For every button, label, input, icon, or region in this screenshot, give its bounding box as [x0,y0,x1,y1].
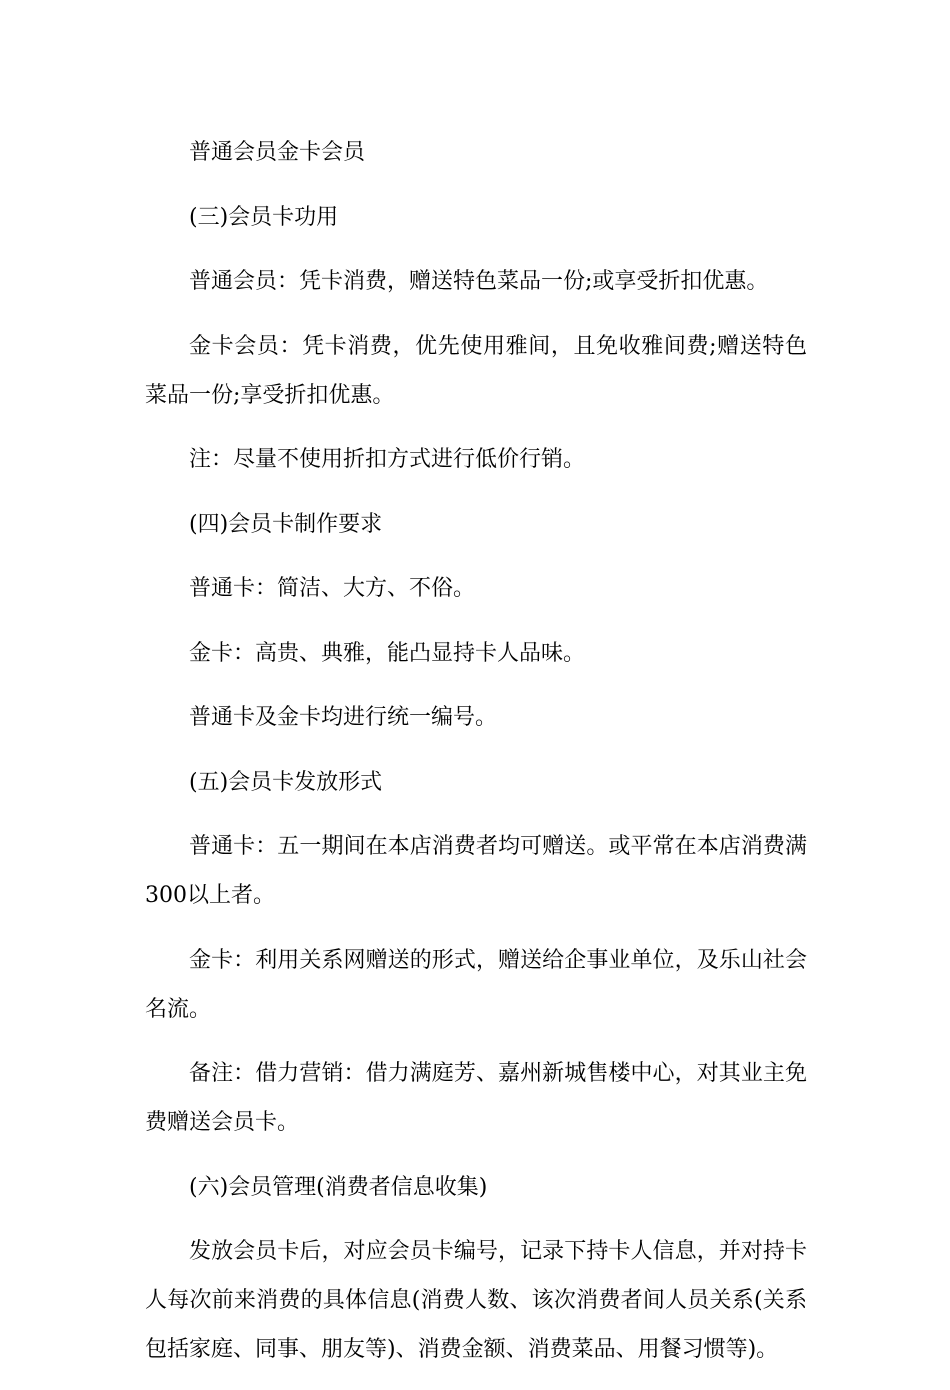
paragraph-5: 注：尽量不使用折扣方式进行低价行销。 [189,447,586,472]
paragraph-13: 备注：借力营销：借力满庭芳、嘉州新城售楼中心，对其业主免费赠送会员卡。 [145,1061,807,1135]
paragraph-4: 金卡会员：凭卡消费，优先使用雅间，且免收雅间费;赠送特色菜品一份;享受折扣优惠。 [145,333,807,408]
section-heading-4: (四)会员卡制作要求 [189,511,383,537]
section-heading-3: (三)会员卡功用 [189,204,339,230]
paragraph-7: 普通卡：简洁、大方、不俗。 [189,576,476,601]
paragraph-9: 普通卡及金卡均进行统一编号。 [189,705,498,730]
paragraph-15: 发放会员卡后，对应会员卡编号，记录下持卡人信息，并对持卡人每次前来消费的具体信息(消费人数、该次消费者间人员关系(关系包括家庭、同事、朋友等)、消费金额、消费菜品、用餐习惯等)。 [145,1239,807,1362]
section-heading-6: (六)会员管理(消费者信息收集) [189,1174,488,1200]
section-heading-5: (五)会员卡发放形式 [189,769,383,795]
paragraph-1: 普通会员金卡会员 [189,140,366,165]
paragraph-8: 金卡：高贵、典雅，能凸显持卡人品味。 [189,640,586,666]
paragraph-3: 普通会员：凭卡消费，赠送特色菜品一份;或享受折扣优惠。 [189,269,769,294]
document-body [145,128,807,1390]
paragraph-12: 金卡：利用关系网赠送的形式，赠送给企事业单位，及乐山社会名流。 [145,947,807,1022]
paragraph-11: 普通卡：五一期间在本店消费者均可赠送。或平常在本店消费满300以上者。 [145,834,807,908]
